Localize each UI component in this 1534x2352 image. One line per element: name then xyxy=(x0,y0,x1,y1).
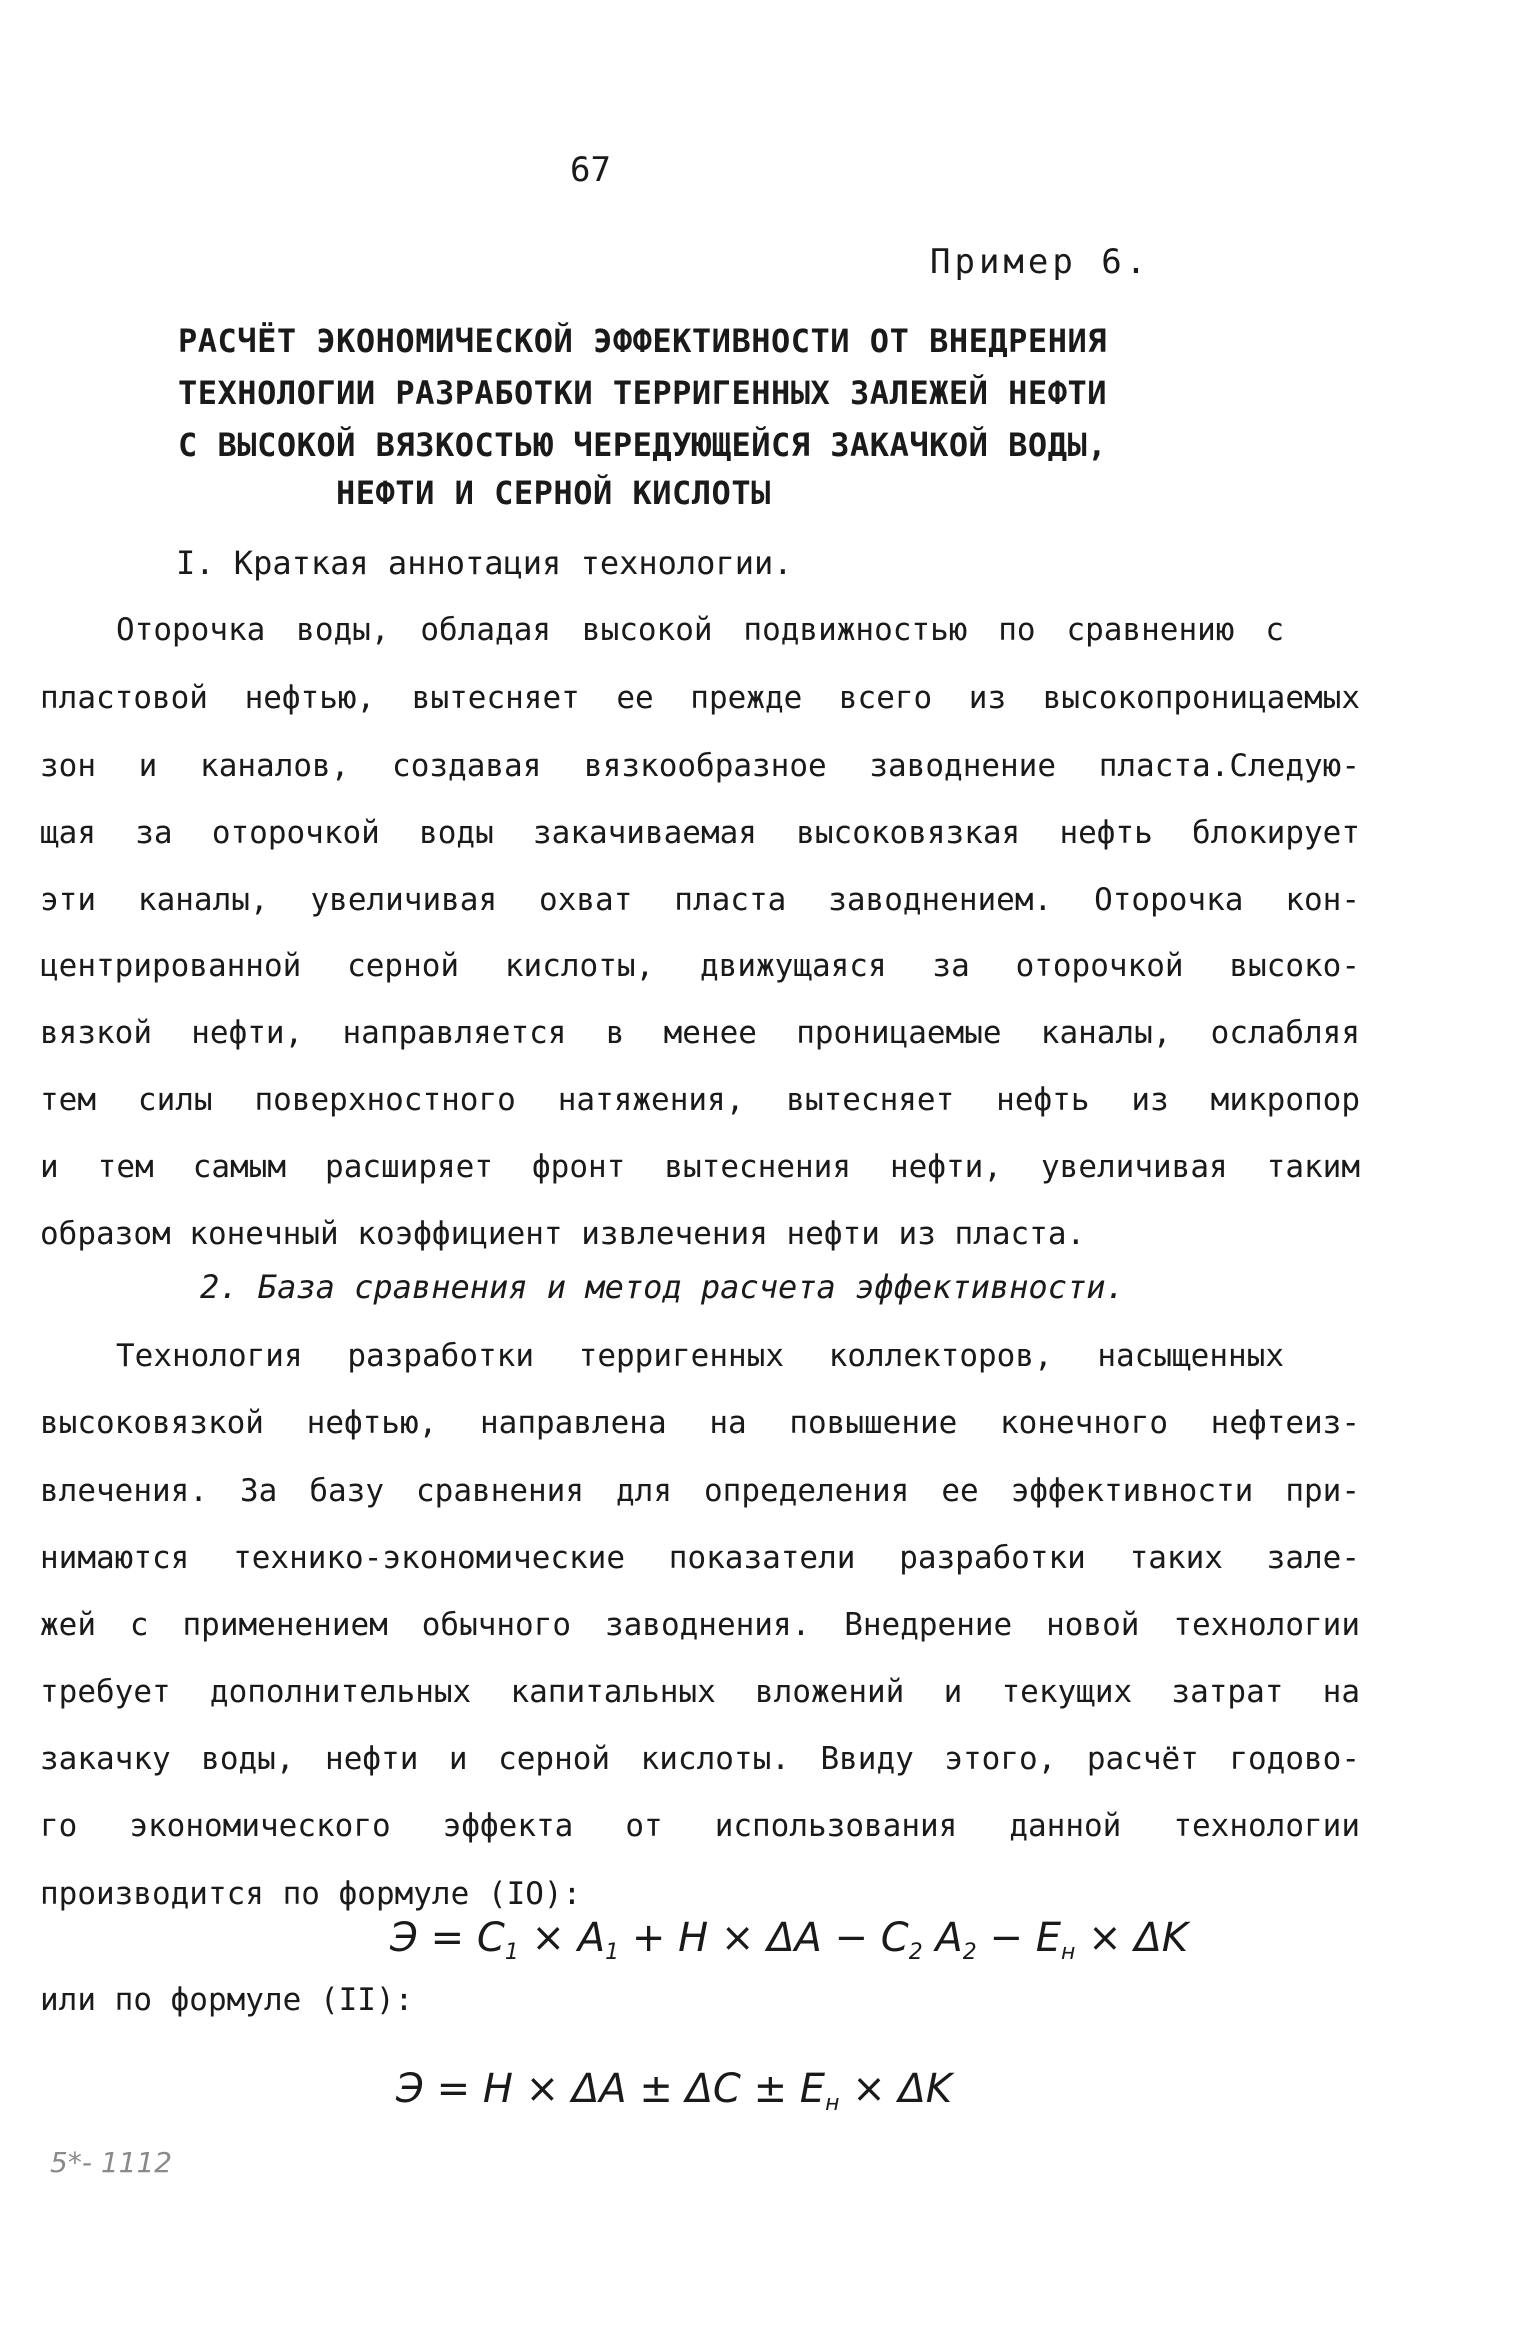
paragraph-2-line: влечения. За базу сравнения для определения ее эффективности при- xyxy=(40,1473,1360,1509)
paragraph-1-line: Оторочка воды, обладая высокой подвижностью по сравнению с xyxy=(116,612,1284,648)
paragraph-2-line: Технология разработки терригенных коллекторов, насыщенных xyxy=(116,1338,1284,1374)
paragraph-1-line: зон и каналов, создавая вязкообразное заводнение пласта.Следую- xyxy=(40,748,1360,784)
paragraph-2-line: нимаются технико-экономические показатели разработки таких зале- xyxy=(40,1540,1360,1576)
page-number: 67 xyxy=(570,150,611,190)
paragraph-1-line: эти каналы, увеличивая охват пласта заводнением. Оторочка кон- xyxy=(40,882,1360,918)
paragraph-1-line: вязкой нефти, направляется в менее проницаемые каналы, ослабляя xyxy=(40,1015,1360,1051)
paragraph-1-line: и тем самым расширяет фронт вытеснения нефти, увеличивая таким xyxy=(40,1149,1360,1185)
section-2-heading: 2. База сравнения и метод расчета эффективности. xyxy=(200,1268,1125,1306)
paragraph-1-line: центрированной серной кислоты, движущаяся за оторочкой высоко- xyxy=(40,948,1360,984)
paragraph-2-line: высоковязкой нефтью, направлена на повышение конечного нефтеиз- xyxy=(40,1405,1360,1441)
formula-11: $Э = H \times \Delta A \pm \Delta C \pm E_н \times \Delta K$ xyxy=(396,2066,953,2116)
paragraph-2-line: требует дополнительных капитальных вложений и текущих затрат на xyxy=(40,1674,1360,1710)
paragraph-2-line: закачку воды, нефти и серной кислоты. Ввиду этого, расчёт годово- xyxy=(40,1741,1360,1777)
paragraph-1-line: тем силы поверхностного натяжения, вытесняет нефть из микропор xyxy=(40,1082,1360,1118)
paragraph-2-line: жей с применением обычного заводнения. Внедрение новой технологии xyxy=(40,1607,1360,1643)
paragraph-1-line: пластовой нефтью, вытесняет ее прежде всего из высокопроницаемых xyxy=(40,680,1360,716)
paragraph-2-line: го экономического эффекта от использования данной технологии xyxy=(40,1808,1360,1844)
title-line-2: ТЕХНОЛОГИИ РАЗРАБОТКИ ТЕРРИГЕННЫХ ЗАЛЕЖЕЙ НЕФТИ xyxy=(178,374,1107,412)
handwritten-note: 5*- 1112 xyxy=(50,2146,173,2179)
paragraph-1-line: щая за оторочкой воды закачиваемая высоковязкая нефть блокирует xyxy=(40,815,1360,851)
paragraph-1-line: образом конечный коэффициент извлечения нефти из пласта. xyxy=(40,1216,1086,1252)
formula-10: $Э = C_1 \times A_1 + H \times \Delta A - C_2$ $A_2 - E_н \times \Delta K$ xyxy=(390,1915,1188,1965)
title-line-3: С ВЫСОКОЙ ВЯЗКОСТЬЮ ЧЕРЕДУЮЩЕЙСЯ ЗАКАЧКОЙ ВОДЫ, xyxy=(178,426,1107,464)
section-1-heading: I. Краткая аннотация технологии. xyxy=(176,544,793,582)
title-line-1: РАСЧЁТ ЭКОНОМИЧЕСКОЙ ЭФФЕКТИВНОСТИ ОТ ВНЕДРЕНИЯ xyxy=(178,322,1107,360)
formula-or-line: или по формуле (II): xyxy=(40,1982,414,2018)
title-line-4: НЕФТИ И СЕРНОЙ КИСЛОТЫ xyxy=(336,474,771,512)
example-label: Пример 6. xyxy=(930,242,1151,282)
paragraph-2-line: производится по формуле (IO): xyxy=(40,1876,582,1912)
